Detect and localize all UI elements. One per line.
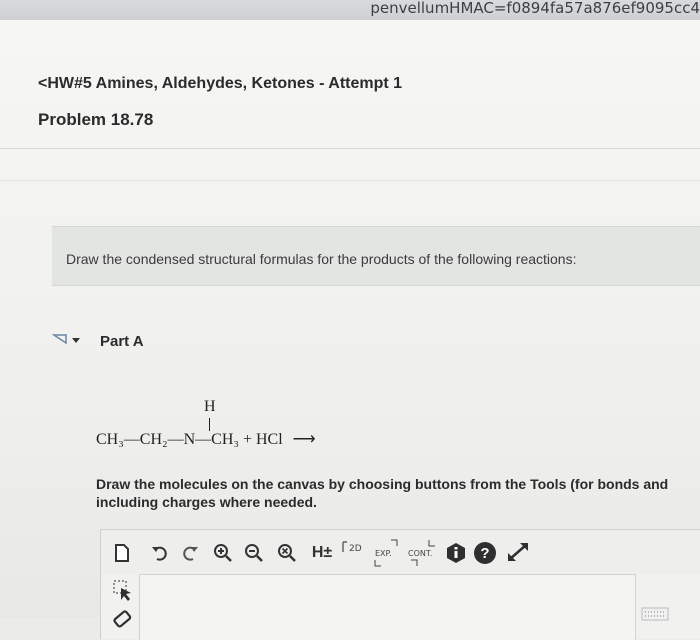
reactant-amine: CH₃—CH₂—N—CH₃ (96, 431, 239, 448)
zoom-reset-icon[interactable] (277, 543, 297, 563)
part-a-label: Part A (100, 333, 144, 350)
redo-icon[interactable] (181, 544, 199, 562)
reaction-arrow: ⟶ (292, 431, 316, 448)
select-tool-icon[interactable] (113, 580, 133, 602)
expand-label-icon (371, 538, 403, 568)
clean-2d-icon (341, 540, 365, 564)
reaction-equation (96, 398, 396, 458)
clean-2d-label: 2D (349, 544, 362, 554)
divider (0, 148, 700, 149)
contract-label-button[interactable] (405, 538, 439, 568)
draw-instructions: Draw the molecules on the canvas by choosing buttons from the Tools (for bonds and including charges where needed. (96, 476, 669, 510)
atom-palette-icon[interactable] (641, 606, 669, 622)
help-icon (473, 541, 497, 565)
zoom-out-icon[interactable] (244, 543, 264, 563)
help-label: ? (480, 545, 490, 562)
divider (0, 180, 700, 181)
drawing-canvas[interactable] (139, 574, 636, 640)
cont-label: CONT. (408, 549, 433, 558)
back-to-assignment-link[interactable]: <HW#5 Amines, Aldehydes, Ketones - Attempt 1 (38, 75, 403, 92)
page (0, 20, 700, 618)
plus-sign: + (242, 431, 252, 448)
hydrogen-atom-label: H (204, 398, 216, 415)
zoom-in-icon[interactable] (213, 543, 233, 563)
help-button[interactable] (473, 541, 497, 565)
drawing-editor (100, 529, 700, 639)
reactant-hcl: HCl (256, 431, 283, 448)
exp-label: EXP. (375, 549, 392, 558)
eraser-tool-icon[interactable] (111, 608, 135, 630)
expand-label-button[interactable] (371, 538, 403, 568)
info-icon[interactable] (445, 542, 467, 564)
problem-title: Problem 18.78 (38, 110, 154, 129)
collapse-arrow-icon (52, 331, 86, 349)
url-text: penvellumHMAC=f0894fa57a876ef9095cc4 (370, 0, 700, 17)
clean-2d-button[interactable] (341, 540, 365, 564)
side-toolbar (101, 574, 137, 639)
instructions-text: Draw the condensed structural formulas for the products of the following reactions: (66, 251, 577, 267)
undo-icon[interactable] (151, 544, 169, 562)
new-document-icon[interactable] (113, 544, 131, 562)
browser-url-bar[interactable] (0, 0, 700, 20)
reaction-line (96, 429, 316, 449)
expand-icon[interactable] (505, 540, 531, 564)
contract-label-icon (405, 538, 439, 568)
hydrogen-toggle-button[interactable]: H± (311, 544, 333, 561)
part-a-toggle[interactable] (52, 331, 86, 349)
